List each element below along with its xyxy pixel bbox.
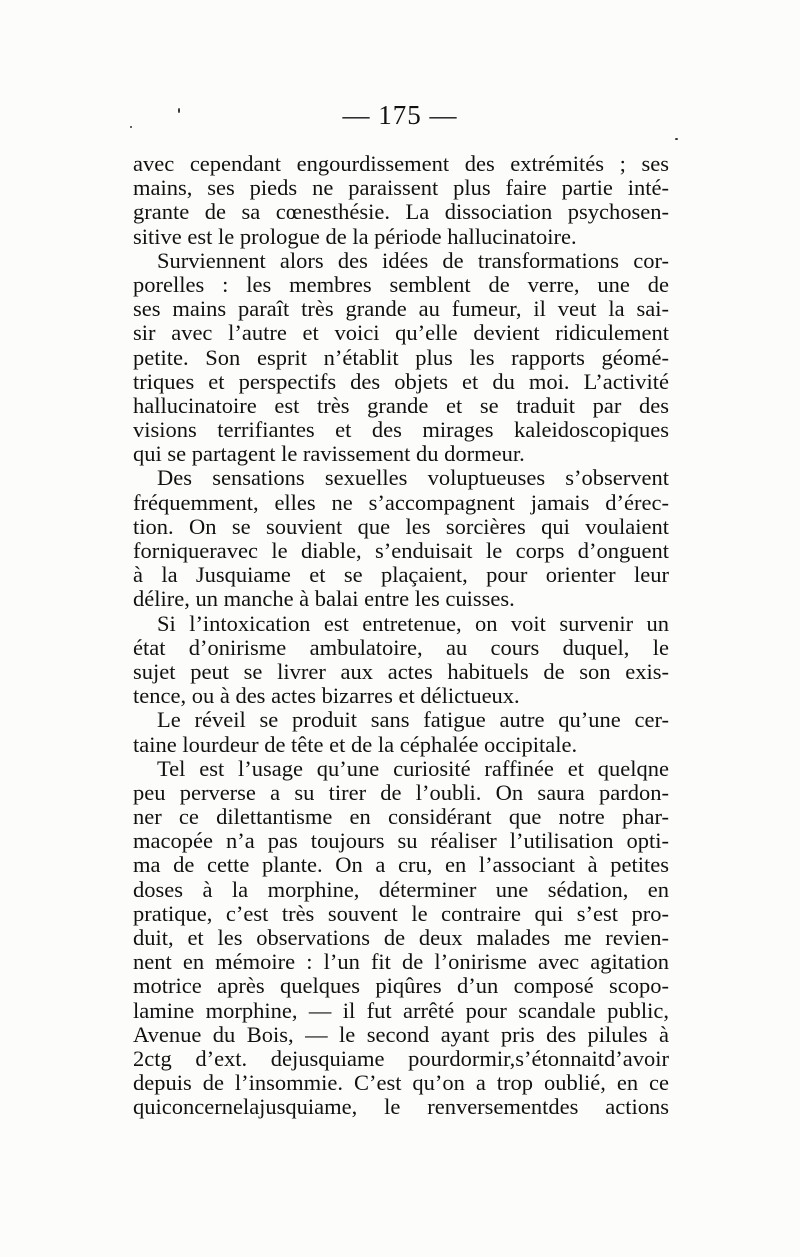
text-line: pratique, c’est très souvent le contraire qui s’est pro- (133, 900, 669, 926)
text-line: délire, un manche à balai entre les cuisses. (133, 586, 515, 612)
text-line: doses à la morphine, déterminer une sédation, en (133, 876, 669, 902)
text-line: quiconcernelajusquiame, le renversementdes actions (133, 1094, 669, 1120)
body-text (133, 152, 669, 1120)
text-line: sir avec l’autre et voici qu’elle devient ridiculement (133, 320, 669, 346)
text-line: Des sensations sexuelles voluptueuses s’observent (157, 465, 669, 491)
page-number: — 175 — (342, 100, 458, 130)
text-line: macopée n’a pas toujours su réaliser l’utilisation opti- (133, 828, 669, 854)
text-line: visions terrifiantes et des mirages kaleidoscopiques (133, 417, 669, 443)
text-line: porelles : les membres semblent de verre, une de (133, 271, 669, 297)
text-line: état d’onirisme ambulatoire, au cours duquel, le (133, 634, 669, 660)
text-line: 2ctg d’ext. dejusquiame pourdormir,s’étonnaitd’avoir (133, 1045, 669, 1071)
text-line: Avenue du Bois, — le second ayant pris des pilules à (133, 1021, 669, 1047)
text-line: lamine morphine, — il fut arrêté pour scandale public, (133, 997, 669, 1023)
text-line: fréquemment, elles ne s’accompagnent jamais d’érec- (133, 489, 669, 515)
text-line: ner ce dilettantisme en considérant que notre phar- (133, 804, 669, 830)
text-line: à la Jusquiame et se plaçaient, pour orienter leur (133, 562, 669, 588)
print-speck (130, 126, 132, 128)
text-line: nent en mémoire : l’un fit de l’onirisme avec agitation (133, 949, 669, 975)
text-line: taine lourdeur de tête et de la céphalée occipitale. (133, 731, 578, 757)
text-line: sujet peut se livrer aux actes habituels de son exis- (133, 658, 669, 684)
print-speck (675, 138, 678, 140)
text-line: triques et perspectifs des objets et du moi. L’activité (133, 368, 669, 394)
text-line: Si l’intoxication est entretenue, on voit survenir un (157, 610, 669, 636)
text-line: motrice après quelques piqûres d’un composé scopo- (133, 973, 669, 999)
text-line: depuis de l’insommie. C’est qu’on a trop oublié, en ce (133, 1070, 669, 1096)
text-line: sitive est le prologue de la période hallucinatoire. (133, 223, 577, 249)
text-line: petite. Son esprit n’établit plus les rapports géomé- (133, 344, 669, 370)
text-line: hallucinatoire est très grande et se traduit par des (133, 392, 669, 418)
text-line: peu perverse a su tirer de l’oubli. On saura pardon- (133, 779, 669, 805)
text-line: grante de sa cœnesthésie. La dissociation psychosen- (133, 199, 669, 225)
text-line: Le réveil se produit sans fatigue autre qu’une cer- (157, 707, 669, 733)
print-speck (178, 108, 180, 113)
text-line: tence, ou à des actes bizarres et délictueux. (133, 683, 520, 709)
text-line: qui se partagent le ravissement du dormeur. (133, 441, 525, 467)
text-line: duit, et les observations de deux malades me revien- (133, 925, 669, 950)
text-line: ma de cette plante. On a cru, en l’associant à petites (133, 852, 669, 878)
text-line: tion. On se souvient que les sorcières qui voulaient (133, 513, 669, 539)
text-line: Surviennent alors des idées de transformations cor- (157, 247, 669, 273)
text-line: ses mains paraît très grande au fumeur, il veut la sai- (133, 296, 669, 322)
text-line: mains, ses pieds ne paraissent plus faire partie inté- (133, 175, 669, 201)
text-line: avec cependant engourdissement des extrémités ; ses (133, 151, 669, 176)
text-line: Tel est l’usage qu’une curiosité raffinée et quelqne (157, 755, 669, 781)
text-line: forniqueravec le diable, s’enduisait le corps d’onguent (133, 538, 669, 563)
